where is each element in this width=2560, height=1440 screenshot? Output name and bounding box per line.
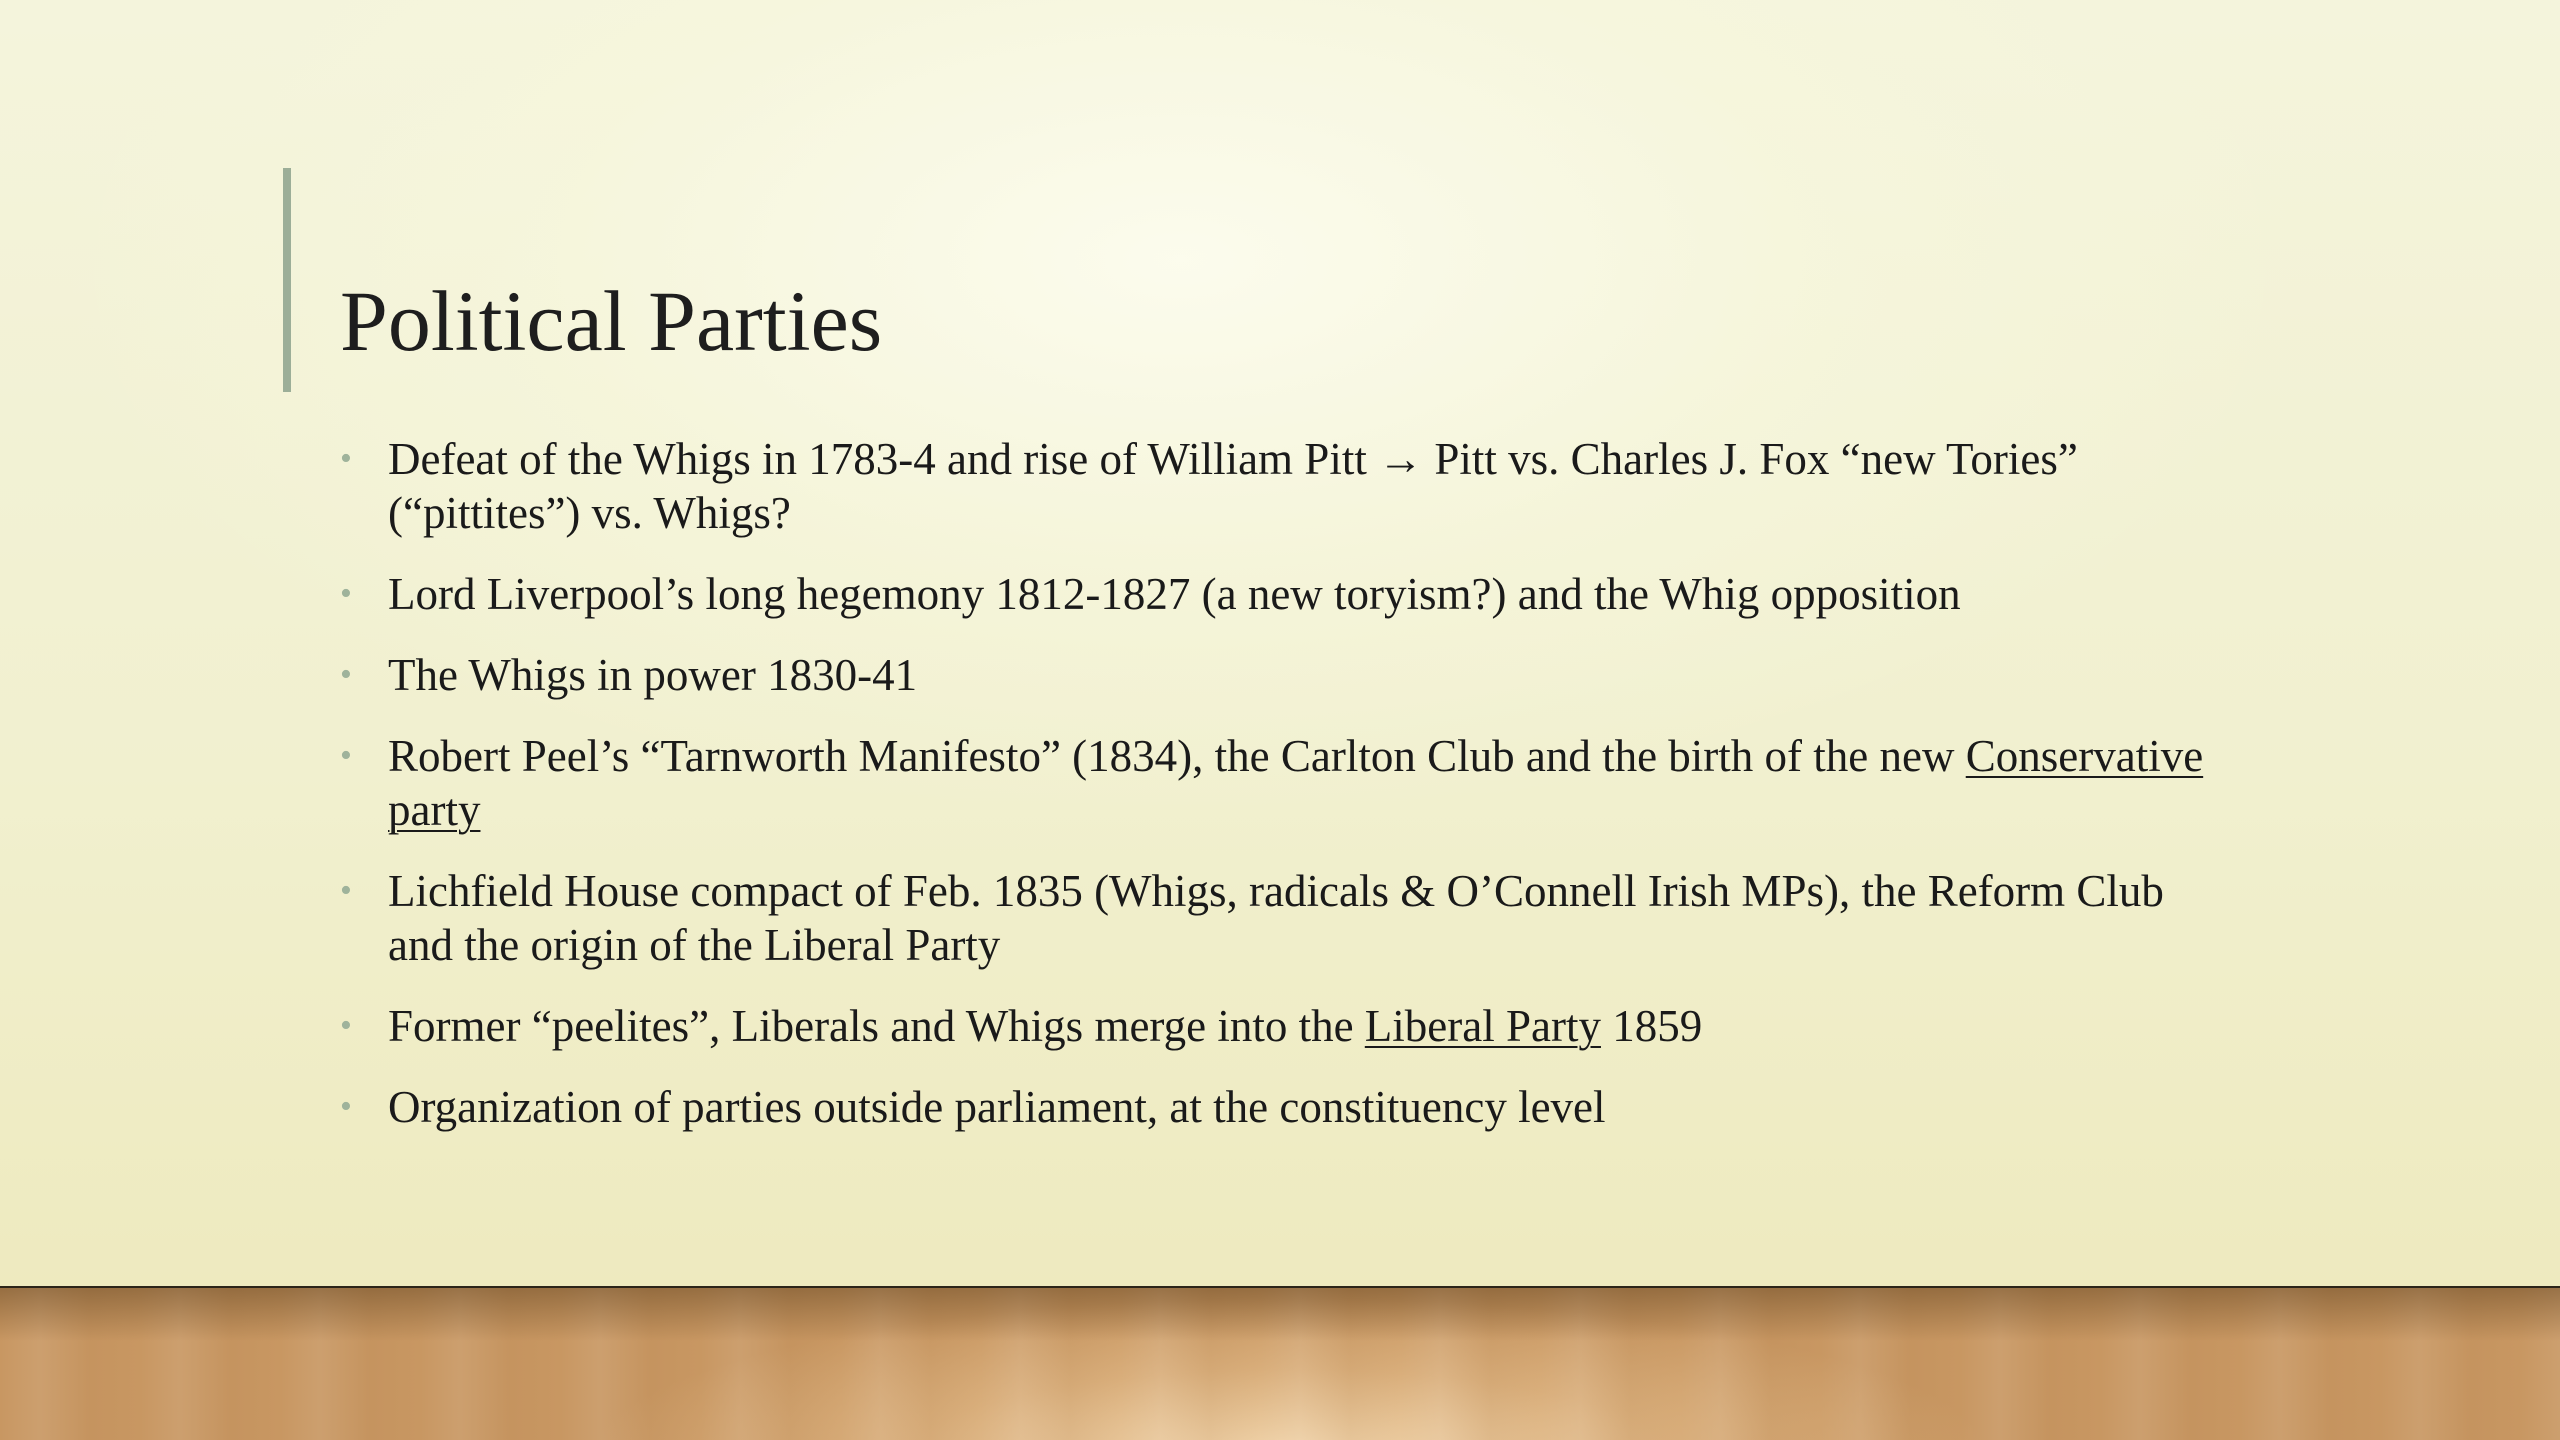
bullet-text: Lichfield House compact of Feb. 1835 (Whigs, radicals & O’Connell Irish MPs), the Reform Club and the origin of the Liberal Party [388,866,2164,970]
bullet-item [340,432,2240,540]
bullet-icon: • [340,656,352,693]
bullet-item [340,567,2240,621]
bullet-item [340,729,2240,837]
bullet-text-end: 1859 [1600,1001,1703,1051]
bullet-icon: • [340,872,352,909]
conservative-party-link[interactable]: Conservative party [388,731,2204,835]
bullet-text: Lord Liverpool’s long hegemony 1812-1827 (a new toryism?) and the Whig opposition [388,569,1961,619]
slide-title: Political Parties [340,273,883,369]
bullet-text: Former “peelites”, Liberals and Whigs merge into the [388,1001,1365,1051]
title-accent-bar [283,168,291,392]
bullet-item [340,648,2240,702]
bullet-item [340,864,2240,972]
bullet-text: Organization of parties outside parliament, at the constituency level [388,1082,1606,1132]
bullet-item [340,999,2240,1053]
bullet-text: The Whigs in power 1830-41 [388,650,918,700]
liberal-party-link[interactable]: Liberal Party [1364,1001,1601,1051]
bullet-icon: • [340,737,352,774]
bullet-item [340,1080,2240,1134]
bullet-icon: • [340,1007,352,1044]
bullet-icon: • [340,440,352,477]
bullet-text: Defeat of the Whigs in 1783-4 and rise of William Pitt → Pitt vs. Charles J. Fox “new Tories” (“pittites”) vs. Whigs? [388,434,2078,538]
wood-floor-background [0,1288,2560,1440]
bullet-text: Robert Peel’s “Tarnworth Manifesto” (1834), the Carlton Club and the birth of the new [388,731,1966,781]
bullet-icon: • [340,1088,352,1125]
bullet-icon: • [340,575,352,612]
bullet-list [340,432,2240,1161]
